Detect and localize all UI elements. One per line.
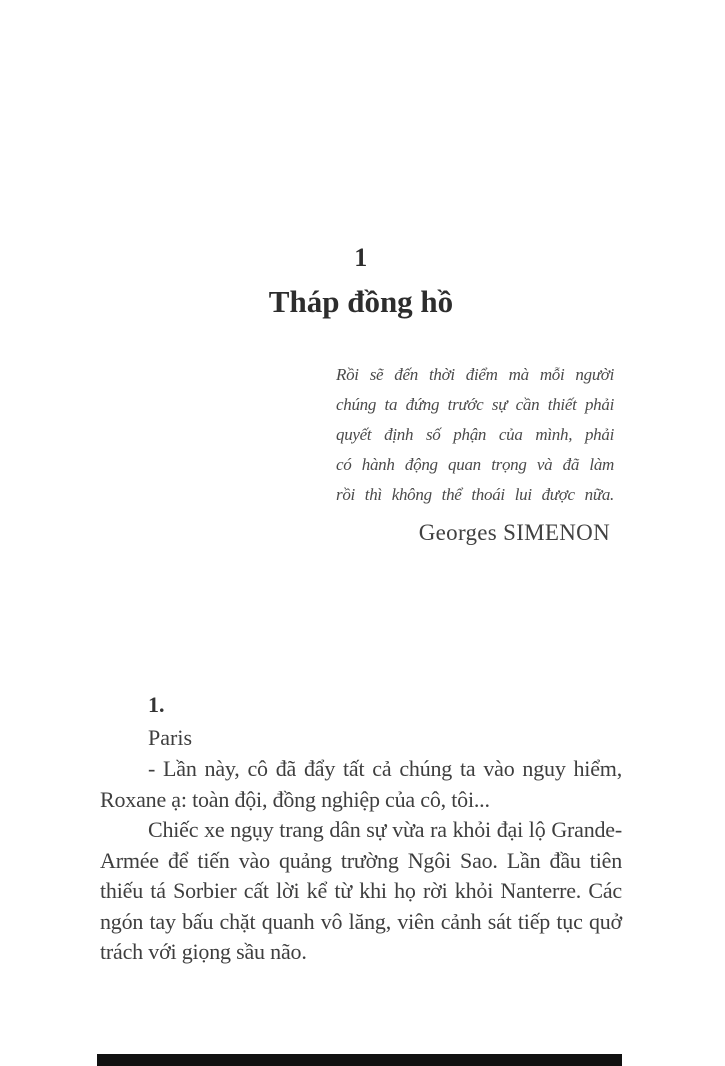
body-text [100, 688, 622, 968]
epigraph-line: Rồi sẽ đến thời điểm mà mỗi người [336, 365, 614, 384]
epigraph-line: rồi thì không thể thoái lui được nữa. [336, 485, 614, 504]
narrative-paragraph: Chiếc xe ngụy trang dân sự vừa ra khỏi đại lộ Grande-Armée để tiến vào quảng trường Ngôi Sao. Lần đầu tiên thiếu tá Sorbier cất lời kể từ khi họ rời khỏi Nanterre. Các ngón tay bấu chặt quanh vô lăng, viên cảnh sát tiếp tục quở trách với giọng sầu não. [100, 817, 622, 964]
section-number: 1. [148, 692, 165, 717]
epigraph-attribution: Georges SIMENON [418, 520, 610, 545]
chapter-heading [100, 242, 622, 320]
chapter-title: Tháp đồng hồ [268, 284, 454, 319]
epigraph-line: có hành động quan trọng và đã làm [336, 455, 614, 474]
scan-artifact-bar [97, 1054, 622, 1066]
chapter-number: 1 [354, 243, 368, 272]
epigraph-line: quyết định số phận của mình, phải [336, 425, 614, 444]
epigraph-quote [336, 360, 614, 510]
dialogue-paragraph: - Lần này, cô đã đẩy tất cả chúng ta vào nguy hiểm, Roxane ạ: toàn đội, đồng nghiệp của cô, tôi... [100, 756, 622, 812]
location-line: Paris [148, 725, 192, 750]
epigraph-line: chúng ta đứng trước sự cần thiết phải [336, 395, 614, 414]
